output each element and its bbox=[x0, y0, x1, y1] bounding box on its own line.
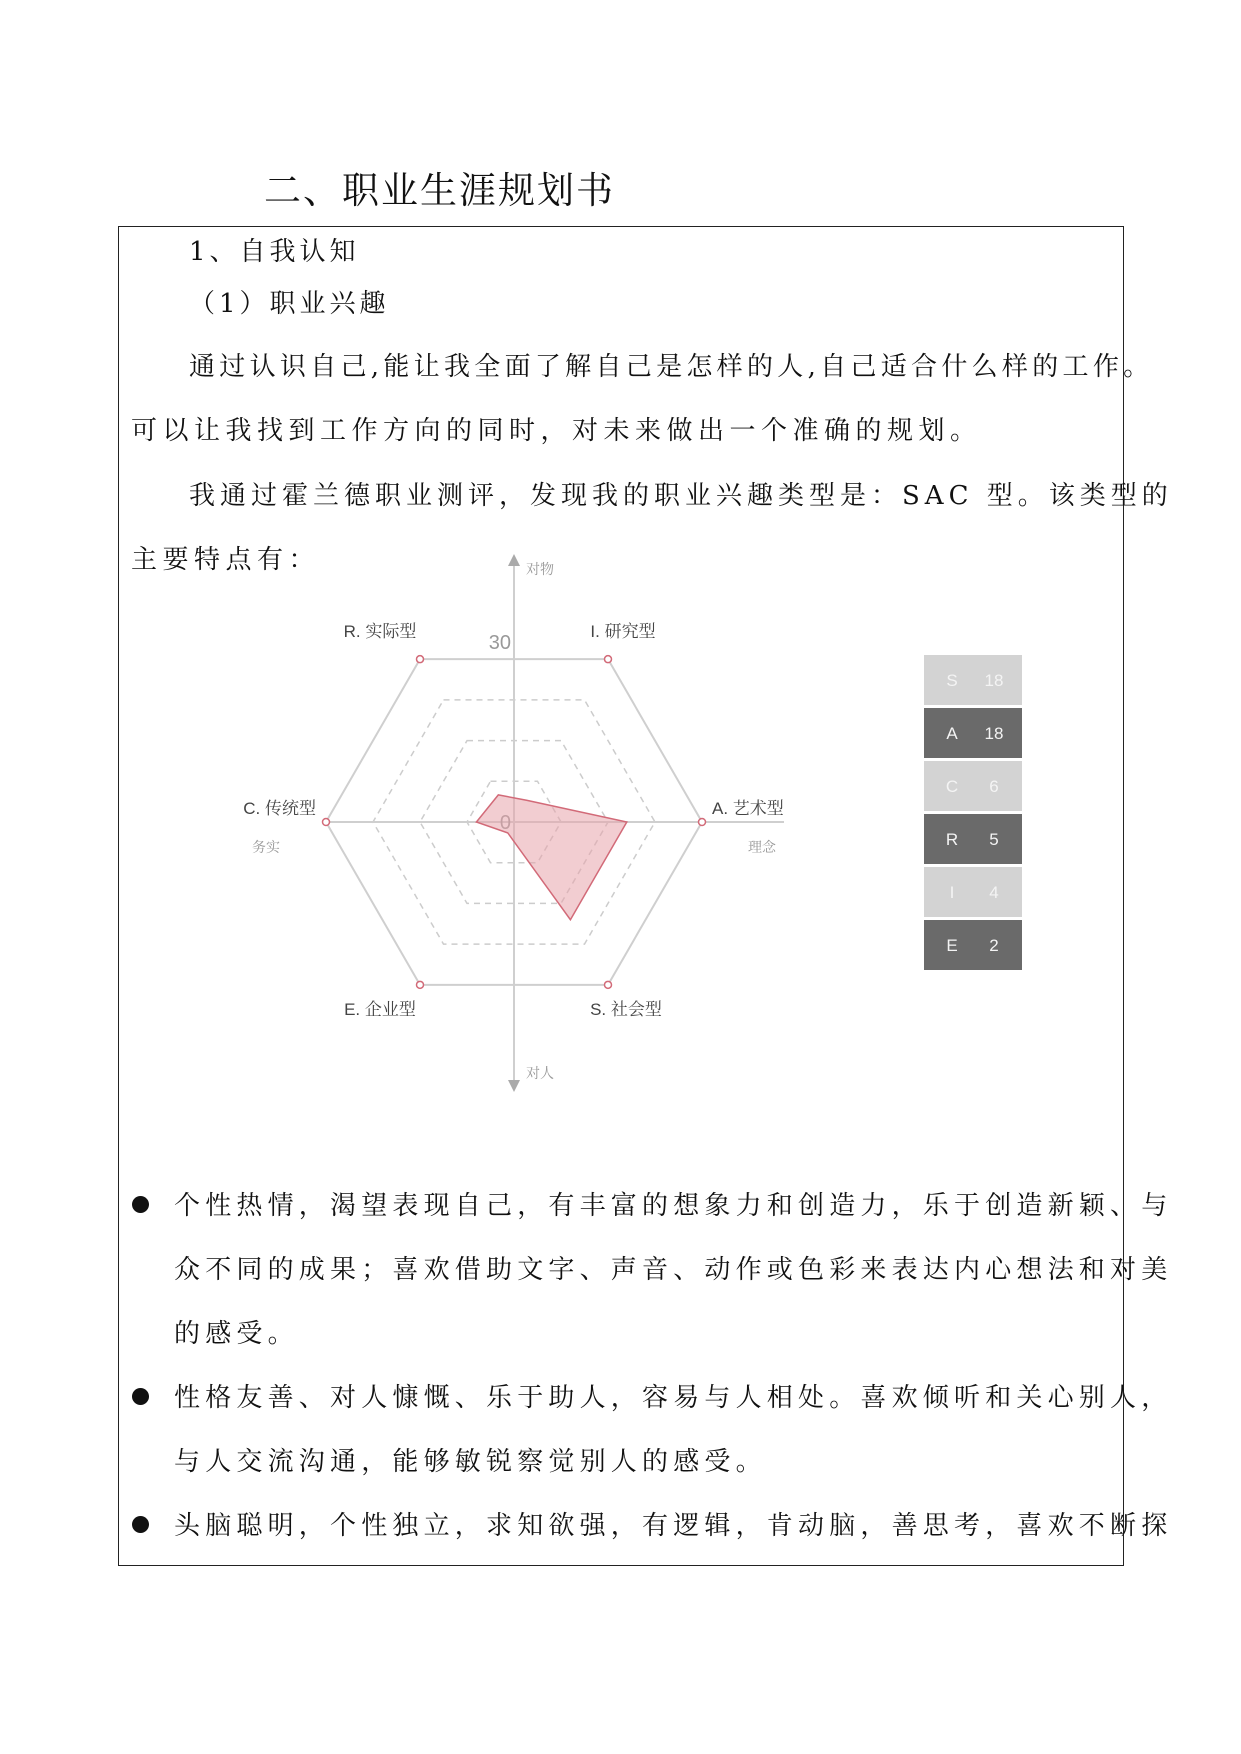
para1-line2: 可以让我找到工作方向的同时，对未来做出一个准确的规划。 bbox=[131, 416, 982, 446]
radar-value-area bbox=[476, 795, 626, 920]
para2-line1: 我通过霍兰德职业测评，发现我的职业兴趣类型是：SAC 型。该类型的 bbox=[189, 481, 1173, 511]
direction-label-left: 务实 bbox=[252, 839, 280, 855]
score-letter-E: E bbox=[946, 936, 958, 955]
score-value-R: 5 bbox=[989, 830, 999, 849]
direction-label-bottom: 对人 bbox=[526, 1065, 554, 1081]
score-box-E bbox=[924, 920, 1022, 970]
score-letter-A: A bbox=[946, 724, 958, 743]
score-box-S bbox=[924, 655, 1022, 705]
radar-label-A: A. 艺术型 bbox=[712, 799, 784, 818]
direction-label-right: 理念 bbox=[748, 839, 776, 855]
bullet-1-line-2: 众不同的成果；喜欢借助文字、声音、动作或色彩来表达内心想法和对美 bbox=[174, 1255, 1173, 1285]
radar-vertex-S bbox=[605, 981, 612, 988]
bullet-1-line-1: 个性热情，渴望表现自己，有丰富的想象力和创造力，乐于创造新颖、与 bbox=[174, 1191, 1173, 1221]
bullet-2-line-1: 性格友善、对人慷慨、乐于助人，容易与人相处。喜欢倾听和关心别人， bbox=[174, 1383, 1173, 1413]
score-value-A: 18 bbox=[984, 724, 1004, 743]
radar-vertex-R bbox=[417, 656, 424, 663]
score-value-E: 2 bbox=[989, 936, 999, 955]
bullet-icon bbox=[132, 1516, 149, 1533]
score-letter-R: R bbox=[945, 830, 959, 849]
radar-vertex-I bbox=[605, 656, 612, 663]
bullet-icon bbox=[132, 1196, 149, 1213]
section-heading: 1、自我认知 bbox=[189, 237, 360, 267]
radar-vertex-A bbox=[699, 819, 706, 826]
down-arrow-icon bbox=[508, 1080, 520, 1092]
radar-vertex-C bbox=[323, 819, 330, 826]
bullet-3-line-1: 头脑聪明，个性独立，求知欲强，有逻辑，肯动脑，善思考，喜欢不断探 bbox=[174, 1511, 1173, 1541]
radar-vertex-E bbox=[417, 981, 424, 988]
radar-max-label: 30 bbox=[488, 632, 511, 654]
bullet-1-line-3: 的感受。 bbox=[174, 1319, 299, 1349]
score-box-C bbox=[924, 761, 1022, 811]
radar-label-S: S. 社会型 bbox=[590, 999, 662, 1019]
content-frame bbox=[118, 226, 1173, 1566]
score-value-S: 18 bbox=[984, 671, 1004, 690]
bullet-icon bbox=[132, 1388, 149, 1405]
score-box-A bbox=[924, 708, 1022, 758]
score-letter-I: I bbox=[949, 883, 955, 902]
score-box-I bbox=[924, 867, 1022, 917]
score-value-I: 4 bbox=[989, 883, 999, 902]
radar-label-R: R. 实际型 bbox=[343, 622, 417, 642]
radar-label-I: I. 研究型 bbox=[590, 622, 656, 642]
score-letter-S: S bbox=[946, 671, 958, 690]
bullet-2-line-2: 与人交流沟通，能够敏锐察觉别人的感受。 bbox=[174, 1447, 767, 1477]
score-letter-C: C bbox=[945, 777, 959, 796]
radar-label-C: C. 传统型 bbox=[243, 799, 316, 818]
score-value-C: 6 bbox=[989, 777, 999, 796]
up-arrow-icon bbox=[508, 554, 520, 566]
para1-line1: 通过认识自己,能让我全面了解自己是怎样的人,自己适合什么样的工作。 bbox=[189, 352, 1154, 382]
para2-line2: 主要特点有： bbox=[131, 545, 321, 575]
section-subheading: （1）职业兴趣 bbox=[189, 289, 390, 319]
score-box-R bbox=[924, 814, 1022, 864]
radar-label-E: E. 企业型 bbox=[344, 999, 416, 1019]
direction-label-top: 对物 bbox=[526, 561, 554, 577]
holland-radar-chart bbox=[179, 561, 1059, 1147]
page-title: 二、职业生涯规划书 bbox=[264, 169, 615, 212]
